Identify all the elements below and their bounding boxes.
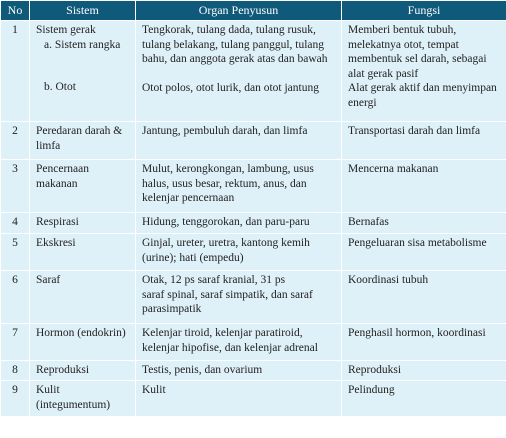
fungsi-cell [342,361,506,381]
organ-text: Kelenjar tiroid, kelenjar paratiroid, [142,327,303,339]
organ-text: tulang belakang, tulang panggul, tulang [142,38,325,51]
table-row [1,213,506,234]
organ-text: Kulit [142,384,166,396]
organ-cell [136,271,342,324]
fungsi-text: Memberi bentuk tubuh, [348,24,457,36]
table-row [1,271,506,324]
fungsi-text: Penghasil hormon, koordinasi [348,327,486,339]
table-row [1,21,506,122]
sistem-cell [30,234,136,271]
sistem-cell [30,21,136,122]
sistem-text: Kulit [36,384,60,396]
fungsi-text: Mencerna makanan [348,163,439,175]
organ-text: bahu, dan anggota gerak atas dan bawah [142,53,328,65]
sistem-text: Sistem gerak [36,24,96,36]
sistem-cell [30,213,136,234]
header-fungsi: Fungsi [342,1,506,21]
organ-text: Otak, 12 ps saraf kranial, 31 ps [142,274,286,286]
fungsi-text: Bernafas [348,216,389,228]
fungsi-cell [342,271,506,324]
organ-cell [136,381,342,417]
fungsi-text: energi [348,96,377,109]
table-row [1,361,506,381]
fungsi-text: Transportasi darah dan limfa [348,125,481,137]
fungsi-cell [342,160,506,213]
organ-text: kelenjar pencernaan [142,192,235,204]
fungsi-cell [342,381,506,417]
sistem-text: Saraf [36,274,61,286]
row-number: 1 [1,21,30,122]
fungsi-text: Pelindung [348,384,395,396]
table-row [1,160,506,213]
organ-text: saraf spinal, saraf simpatik, dan saraf [142,288,313,301]
sistem-text: limfa [36,139,61,152]
table-row [1,381,506,417]
row-number: 2 [1,122,30,160]
fungsi-text: Alat gerak aktif dan menyimpan [348,82,497,94]
row-number: 6 [1,271,30,324]
table-row [1,234,506,271]
organ-cell [136,213,342,234]
organ-text: kelenjar hipofise, dan kelenjar adrenal [142,341,318,354]
sistem-cell [30,271,136,324]
organ-cell [136,324,342,361]
table-header-row [1,1,506,21]
organ-text: Ginjal, ureter, uretra, kantong kemih [142,237,310,249]
sistem-cell [30,361,136,381]
organ-text: Otot polos, otot lurik, dan otot jantung [142,81,319,94]
sistem-text: (integumentum) [36,398,111,411]
fungsi-text: Pengeluaran sisa metabolisme [348,237,487,249]
sistem-text: b. Otot [44,81,76,93]
fungsi-cell [342,213,506,234]
organ-text: Testis, penis, dan ovarium [142,364,263,376]
sistem-cell [30,324,136,361]
organ-text: parasimpatik [142,303,202,315]
fungsi-cell [342,21,506,122]
organ-text: halus, usus besar, rektum, anus, dan [142,177,307,190]
fungsi-text: Reproduksi [348,364,402,376]
row-number: 9 [1,381,30,417]
sistem-cell [30,122,136,160]
table-row [1,122,506,160]
sistem-cell [30,160,136,213]
sistem-text: Respirasi [36,216,79,228]
fungsi-text: Koordinasi tubuh [348,274,429,286]
table-row [1,324,506,361]
organ-text: Mulut, kerongkongan, lambung, usus [142,163,314,175]
fungsi-cell [342,234,506,271]
sistem-text: Pencernaan makanan [36,163,89,190]
fungsi-text: alat gerak pasif [348,67,419,80]
organ-cell [136,361,342,381]
organ-text: Tengkorak, tulang dada, tulang rusuk, [142,24,316,36]
organ-text: Jantung, pembuluh darah, dan limfa [142,125,308,137]
row-number: 5 [1,234,30,271]
organ-cell [136,21,342,122]
sistem-text: a. Sistem rangka [44,38,121,51]
fungsi-text: membentuk sel darah, sebagai [348,53,487,65]
fungsi-cell [342,122,506,160]
organ-cell [136,234,342,271]
row-number: 7 [1,324,30,361]
sistem-text: Ekskresi [36,237,76,249]
sistem-text: Hormon (endokrin) [36,327,126,339]
organ-text: (urine); hati (empedu) [142,251,244,264]
organ-cell [136,122,342,160]
sistem-cell [30,381,136,417]
fungsi-text: melekatnya otot, tempat [348,38,459,51]
header-no: No [1,1,30,21]
organ-cell [136,160,342,213]
sistem-text: Peredaran darah & [36,125,123,137]
row-number: 4 [1,213,30,234]
row-number: 8 [1,361,30,381]
row-number: 3 [1,160,30,213]
organ-text: Hidung, tenggorokan, dan paru-paru [142,216,310,228]
header-sistem: Sistem [30,1,136,21]
sistem-text: Reproduksi [36,364,90,376]
fungsi-cell [342,324,506,361]
header-organ: Organ Penyusun [136,1,342,21]
